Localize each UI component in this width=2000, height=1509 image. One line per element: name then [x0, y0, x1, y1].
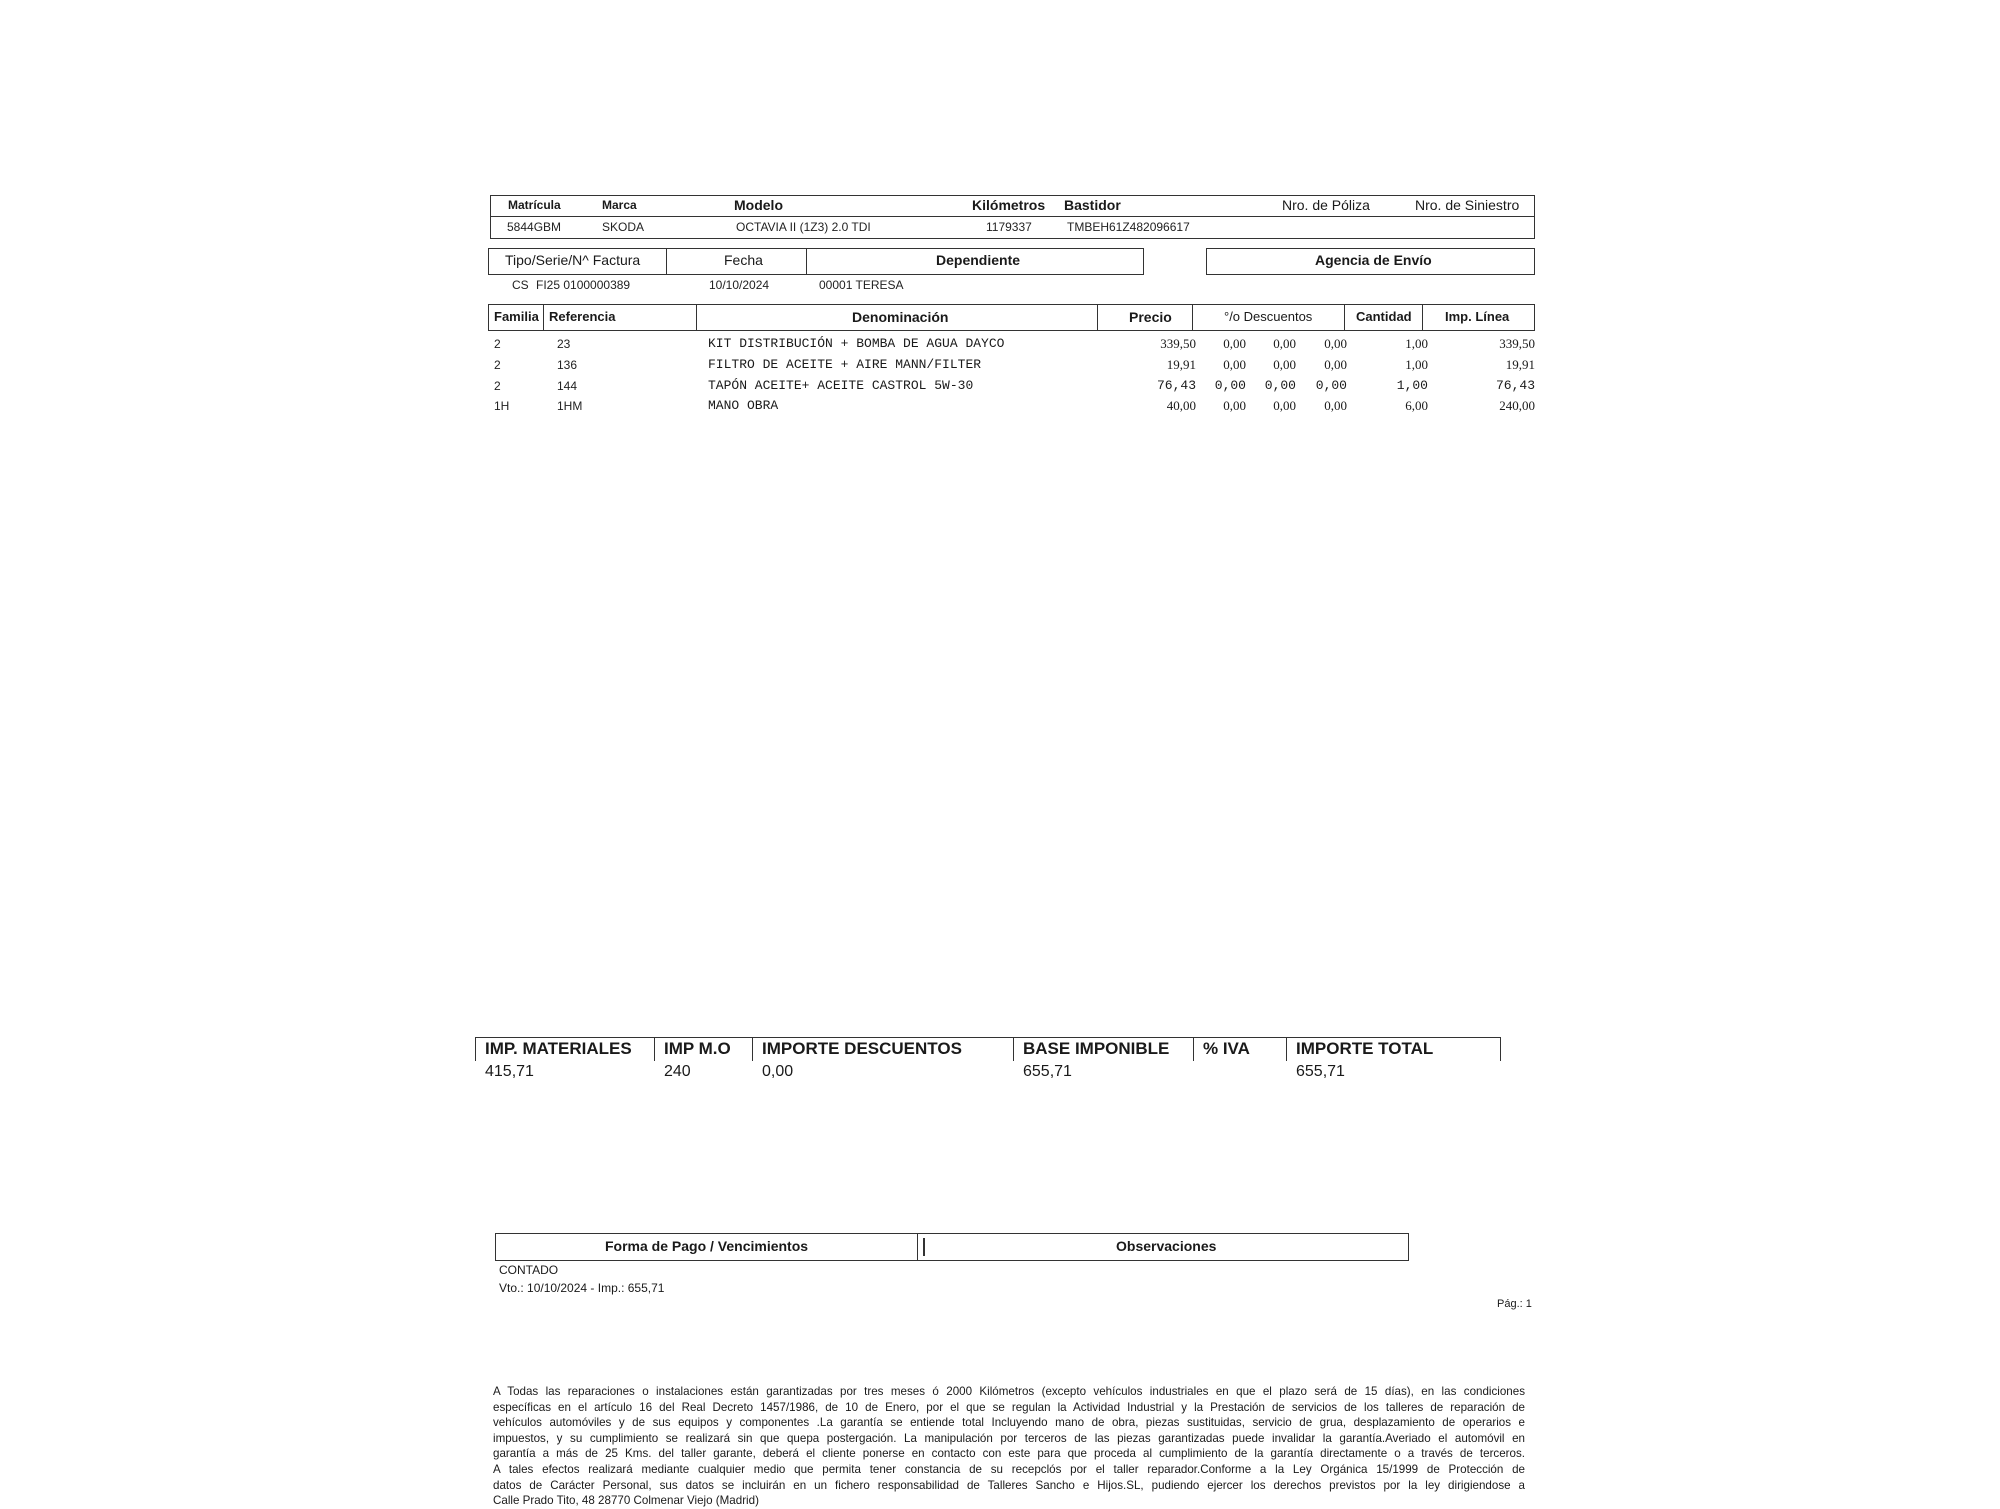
lines-header-divider — [543, 304, 544, 331]
kilometros-header: Kilómetros — [972, 197, 1046, 213]
legal-line: A tales efectos realizará mediante cualquier medio que permita tener constancia de su recepclós por el taller reparador.Conforme a la Ley Orgánica 15/1999 de Protección de — [493, 1462, 1525, 1476]
totals-divider — [654, 1037, 655, 1061]
siniestro-header: Nro. de Siniestro — [1415, 197, 1520, 213]
dependiente-header: Dependiente — [936, 252, 1021, 268]
forma-pago-header — [605, 1238, 808, 1254]
line-descuento-1: 0,00 — [1223, 398, 1246, 413]
totals-divider — [1013, 1037, 1014, 1061]
imp-linea-header: Imp. Línea — [1445, 309, 1510, 324]
line-familia: 2 — [494, 379, 501, 393]
line-familia: 1H — [494, 399, 510, 413]
legal-line: A Todas las reparaciones o instalaciones están garantizadas por tres meses ó 2000 Kilómetros (excepto vehículos industriales en que el plazo será de 15 días), en las condiciones — [493, 1385, 1525, 1398]
line-precio: 76,43 — [1156, 378, 1196, 393]
line-denominacion: MANO OBRA — [708, 398, 779, 413]
payment-due: Vto.: 10/10/2024 - Imp.: 655,71 — [499, 1281, 665, 1295]
line-cantidad: 1,00 — [1405, 336, 1428, 351]
legal-line: garantía a más de 25 Kms. del taller garante, deberá el cliente ponerse en contacto con este para que proceda al cumplimiento de la garantía directamente o a través de terceros. — [493, 1447, 1525, 1461]
totals-divider — [1500, 1037, 1501, 1061]
bastidor-header: Bastidor — [1064, 197, 1121, 213]
line-cantidad: 1,00 — [1405, 357, 1428, 372]
marca-header: Marca — [602, 198, 637, 212]
fecha-value: 10/10/2024 — [709, 278, 770, 292]
vehicle-info-divider — [490, 216, 1535, 217]
line-descuento-2: 0,00 — [1273, 336, 1296, 351]
serie-numero-value: FI25 0100000389 — [536, 278, 631, 292]
line-importe: 240,00 — [1499, 398, 1535, 413]
matricula-header: Matrícula — [508, 198, 561, 212]
line-precio: 339,50 — [1160, 336, 1196, 351]
agencia-envio-header: Agencia de Envío — [1315, 252, 1432, 268]
base-imponible-value: 655,71 — [1023, 1063, 1072, 1080]
base-imponible-header: BASE IMPONIBLE — [1023, 1039, 1170, 1058]
line-denominacion: KIT DISTRIBUCIÓN + BOMBA DE AGUA DAYCO — [708, 336, 1005, 351]
iva-header: % IVA — [1203, 1039, 1250, 1058]
descuentos-header: °/o Descuentos — [1224, 309, 1313, 324]
line-descuento-1: 0,00 — [1223, 336, 1246, 351]
line-precio: 19,91 — [1166, 357, 1196, 372]
line-denominacion: TAPÓN ACEITE+ ACEITE CASTROL 5W-30 — [708, 378, 974, 393]
line-importe: 339,50 — [1499, 336, 1535, 351]
totals-divider — [752, 1037, 753, 1061]
line-cantidad: 1,00 — [1396, 378, 1428, 393]
totals-divider — [475, 1037, 476, 1061]
legal-line: vehículos automóviles y de sus equipos y componentes .La garantía se entiende total Incluyendo mano de obra, piezas sustituidas, servicio de grua, desplazamiento de operarios e — [493, 1416, 1525, 1430]
totals-divider — [1193, 1037, 1194, 1061]
line-referencia: 23 — [557, 337, 571, 351]
line-descuento-2: 0,00 — [1264, 378, 1296, 393]
imp-materiales-header: IMP. MATERIALES — [485, 1039, 632, 1058]
line-referencia: 1HM — [557, 399, 583, 413]
line-descuento-1: 0,00 — [1214, 378, 1246, 393]
line-denominacion: FILTRO DE ACEITE + AIRE MANN/FILTER — [708, 357, 982, 372]
line-cantidad: 6,00 — [1405, 398, 1428, 413]
cantidad-header: Cantidad — [1356, 309, 1412, 324]
legal-line: Calle Prado Tito, 48 28770 Colmenar Viejo (Madrid) — [493, 1494, 759, 1508]
invoice-info-divider — [666, 248, 667, 275]
payment-divider — [923, 1238, 925, 1256]
tipo-value: CS — [512, 278, 529, 292]
lines-header-divider — [696, 304, 697, 331]
familia-header: Familia — [494, 309, 539, 324]
line-importe: 76,43 — [1495, 378, 1535, 393]
line-descuento-3: 0,00 — [1324, 357, 1347, 372]
line-familia: 2 — [494, 337, 501, 351]
legal-line: específicas en el artículo 16 del Real Decreto 1457/1986, de 10 de Enero, por el que se regulan la Actividad Industrial y la Prestación de servicios de los talleres de reparación de — [493, 1400, 1525, 1414]
importe-total-header: IMPORTE TOTAL — [1296, 1039, 1434, 1058]
legal-notice — [493, 1384, 1525, 1509]
fecha-header: Fecha — [724, 252, 763, 268]
totals-divider — [1286, 1037, 1287, 1061]
imp-mo-header: IMP M.O — [664, 1039, 731, 1058]
payment-divider — [917, 1233, 918, 1261]
line-descuento-1: 0,00 — [1223, 357, 1246, 372]
line-referencia: 136 — [557, 358, 578, 372]
line-descuento-3: 0,00 — [1324, 398, 1347, 413]
lines-header-divider — [1097, 304, 1098, 331]
lines-header-divider — [1422, 304, 1423, 331]
page-number: Pág.: 1 — [1497, 1298, 1532, 1310]
kilometros-value: 1179337 — [986, 220, 1032, 234]
legal-line: impuestos, y su cumplimiento se realizará sin que quepa postergación. La manipulación por terceros de las piezas garantizadas puede invalidar la garantía.Averiado el automóvil en — [493, 1431, 1525, 1445]
imp-materiales-value: 415,71 — [485, 1063, 534, 1080]
modelo-value: OCTAVIA II (1Z3) 2.0 TDI — [736, 220, 871, 234]
matricula-value: 5844GBM — [507, 220, 562, 234]
line-referencia: 144 — [557, 379, 578, 393]
marca-value: SKODA — [602, 220, 645, 234]
line-descuento-3: 0,00 — [1324, 336, 1347, 351]
lines-header-divider — [1192, 304, 1193, 331]
line-precio: 40,00 — [1166, 398, 1196, 413]
line-descuento-3: 0,00 — [1315, 378, 1347, 393]
invoice-info-divider — [806, 248, 807, 275]
importe-descuentos-value: 0,00 — [762, 1063, 794, 1080]
observaciones-header: Observaciones — [1116, 1238, 1217, 1254]
imp-mo-value: 240 — [664, 1063, 691, 1080]
denominacion-header: Denominación — [852, 309, 949, 325]
importe-descuentos-header: IMPORTE DESCUENTOS — [762, 1039, 962, 1058]
line-descuento-2: 0,00 — [1273, 398, 1296, 413]
line-familia: 2 — [494, 358, 501, 372]
poliza-header: Nro. de Póliza — [1282, 197, 1370, 213]
referencia-header: Referencia — [549, 309, 616, 324]
line-descuento-2: 0,00 — [1273, 357, 1296, 372]
precio-header: Precio — [1129, 309, 1172, 325]
dependiente-value: 00001 TERESA — [819, 278, 904, 292]
forma-pago-label: Forma de Pago / Vencimientos — [605, 1238, 809, 1254]
tipo-factura-header: Tipo/Serie/N^ Factura — [505, 252, 641, 268]
payment-method: CONTADO — [499, 1263, 559, 1277]
bastidor-value: TMBEH61Z482096617 — [1067, 220, 1190, 234]
line-importe: 19,91 — [1505, 357, 1535, 372]
lines-header-divider — [1344, 304, 1345, 331]
modelo-header: Modelo — [734, 197, 783, 213]
totals-top-border — [475, 1037, 1501, 1038]
legal-line: datos de Carácter Personal, sus datos se incluirán en un fichero responsabilidad de Talleres Sancho e Hijos.SL, pudiendo ejercer los derechos previstos por la ley dirigiendose a — [493, 1478, 1525, 1492]
importe-total-value: 655,71 — [1296, 1063, 1345, 1080]
